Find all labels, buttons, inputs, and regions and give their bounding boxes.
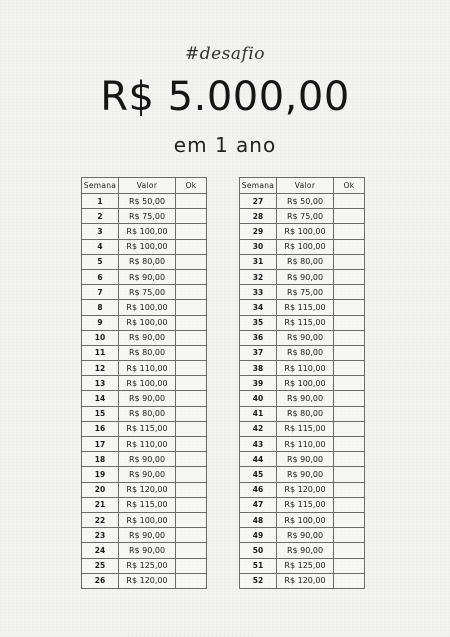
week-number: 27 <box>240 194 277 209</box>
week-value: R$ 100,00 <box>119 239 176 254</box>
table-row <box>82 528 207 543</box>
ok-checkbox-cell[interactable] <box>334 376 365 391</box>
week-number: 28 <box>240 209 277 224</box>
week-value: R$ 50,00 <box>119 194 176 209</box>
table-row <box>82 482 207 497</box>
week-number: 13 <box>82 376 119 391</box>
table-row <box>240 361 365 376</box>
week-number: 38 <box>240 361 277 376</box>
table-row <box>240 330 365 345</box>
week-number: 29 <box>240 224 277 239</box>
table-row <box>240 269 365 284</box>
ok-checkbox-cell[interactable] <box>334 361 365 376</box>
table-row <box>82 330 207 345</box>
week-number: 4 <box>82 239 119 254</box>
week-number: 3 <box>82 224 119 239</box>
week-number: 41 <box>240 406 277 421</box>
table-row <box>240 573 365 588</box>
header-week: Semana <box>82 178 119 194</box>
table-row <box>240 437 365 452</box>
week-value: R$ 50,00 <box>277 194 334 209</box>
ok-checkbox-cell[interactable] <box>334 269 365 284</box>
week-value: R$ 80,00 <box>277 345 334 360</box>
week-value: R$ 115,00 <box>277 315 334 330</box>
ok-checkbox-cell[interactable] <box>334 482 365 497</box>
ok-checkbox-cell[interactable] <box>176 543 207 558</box>
ok-checkbox-cell[interactable] <box>334 543 365 558</box>
table-row <box>82 239 207 254</box>
week-number: 8 <box>82 300 119 315</box>
week-number: 44 <box>240 452 277 467</box>
table-row <box>240 406 365 421</box>
week-number: 19 <box>82 467 119 482</box>
savings-table-left <box>81 177 207 589</box>
table-row <box>82 543 207 558</box>
week-value: R$ 90,00 <box>119 467 176 482</box>
week-value: R$ 75,00 <box>277 285 334 300</box>
table-row <box>82 361 207 376</box>
week-value: R$ 100,00 <box>277 512 334 527</box>
table-row <box>82 497 207 512</box>
header-value: Valor <box>277 178 334 194</box>
week-number: 15 <box>82 406 119 421</box>
table-row <box>240 224 365 239</box>
week-value: R$ 100,00 <box>119 315 176 330</box>
week-value: R$ 100,00 <box>119 376 176 391</box>
ok-checkbox-cell[interactable] <box>176 467 207 482</box>
table-row <box>240 528 365 543</box>
ok-checkbox-cell[interactable] <box>334 467 365 482</box>
table-row <box>240 254 365 269</box>
table-row <box>82 421 207 436</box>
ok-checkbox-cell[interactable] <box>176 209 207 224</box>
ok-checkbox-cell[interactable] <box>176 239 207 254</box>
week-value: R$ 80,00 <box>277 406 334 421</box>
week-number: 22 <box>82 512 119 527</box>
ok-checkbox-cell[interactable] <box>176 345 207 360</box>
ok-checkbox-cell[interactable] <box>334 421 365 436</box>
week-value: R$ 90,00 <box>119 452 176 467</box>
table-row <box>82 345 207 360</box>
table-row <box>82 452 207 467</box>
ok-checkbox-cell[interactable] <box>176 512 207 527</box>
week-number: 24 <box>82 543 119 558</box>
week-number: 26 <box>82 573 119 588</box>
week-value: R$ 120,00 <box>119 482 176 497</box>
ok-checkbox-cell[interactable] <box>334 345 365 360</box>
ok-checkbox-cell[interactable] <box>176 224 207 239</box>
ok-checkbox-cell[interactable] <box>176 391 207 406</box>
table-header-row <box>82 178 207 194</box>
week-number: 21 <box>82 497 119 512</box>
table-row <box>82 512 207 527</box>
table-row <box>240 421 365 436</box>
ok-checkbox-cell[interactable] <box>334 497 365 512</box>
table-row <box>240 376 365 391</box>
week-value: R$ 125,00 <box>277 558 334 573</box>
ok-checkbox-cell[interactable] <box>176 528 207 543</box>
week-value: R$ 80,00 <box>119 406 176 421</box>
week-value: R$ 90,00 <box>277 467 334 482</box>
week-value: R$ 90,00 <box>277 452 334 467</box>
ok-checkbox-cell[interactable] <box>334 452 365 467</box>
goal-amount: R$ 5.000,00 <box>100 74 350 120</box>
hashtag-title: #desafio <box>184 44 265 64</box>
week-number: 18 <box>82 452 119 467</box>
ok-checkbox-cell[interactable] <box>176 406 207 421</box>
week-number: 43 <box>240 437 277 452</box>
week-number: 2 <box>82 209 119 224</box>
week-number: 17 <box>82 437 119 452</box>
week-number: 14 <box>82 391 119 406</box>
ok-checkbox-cell[interactable] <box>176 497 207 512</box>
week-value: R$ 75,00 <box>119 209 176 224</box>
week-value: R$ 100,00 <box>277 376 334 391</box>
week-value: R$ 90,00 <box>277 543 334 558</box>
table-row <box>82 406 207 421</box>
table-row <box>240 467 365 482</box>
week-number: 23 <box>82 528 119 543</box>
ok-checkbox-cell[interactable] <box>176 330 207 345</box>
table-row <box>240 194 365 209</box>
week-number: 46 <box>240 482 277 497</box>
table-row <box>240 239 365 254</box>
ok-checkbox-cell[interactable] <box>334 512 365 527</box>
week-value: R$ 100,00 <box>277 224 334 239</box>
week-number: 11 <box>82 345 119 360</box>
ok-checkbox-cell[interactable] <box>334 285 365 300</box>
week-number: 40 <box>240 391 277 406</box>
ok-checkbox-cell[interactable] <box>334 406 365 421</box>
ok-checkbox-cell[interactable] <box>176 421 207 436</box>
header-ok: Ok <box>176 178 207 194</box>
week-value: R$ 90,00 <box>277 330 334 345</box>
week-number: 51 <box>240 558 277 573</box>
ok-checkbox-cell[interactable] <box>176 452 207 467</box>
week-number: 25 <box>82 558 119 573</box>
table-row <box>240 285 365 300</box>
header-week: Semana <box>240 178 277 194</box>
ok-checkbox-cell[interactable] <box>334 194 365 209</box>
week-number: 30 <box>240 239 277 254</box>
ok-checkbox-cell[interactable] <box>176 376 207 391</box>
table-row <box>82 437 207 452</box>
ok-checkbox-cell[interactable] <box>334 330 365 345</box>
week-value: R$ 100,00 <box>277 239 334 254</box>
table-row <box>82 300 207 315</box>
week-value: R$ 115,00 <box>119 421 176 436</box>
week-value: R$ 125,00 <box>119 558 176 573</box>
table-row <box>82 209 207 224</box>
week-number: 10 <box>82 330 119 345</box>
week-value: R$ 80,00 <box>119 345 176 360</box>
week-value: R$ 90,00 <box>119 543 176 558</box>
ok-checkbox-cell[interactable] <box>334 254 365 269</box>
week-number: 31 <box>240 254 277 269</box>
ok-checkbox-cell[interactable] <box>334 528 365 543</box>
table-row <box>240 391 365 406</box>
ok-checkbox-cell[interactable] <box>176 315 207 330</box>
table-row <box>82 315 207 330</box>
table-row <box>240 315 365 330</box>
ok-checkbox-cell[interactable] <box>176 194 207 209</box>
header-value: Valor <box>119 178 176 194</box>
ok-checkbox-cell[interactable] <box>176 558 207 573</box>
table-row <box>82 254 207 269</box>
week-number: 35 <box>240 315 277 330</box>
week-number: 34 <box>240 300 277 315</box>
table-row <box>240 452 365 467</box>
week-value: R$ 80,00 <box>119 254 176 269</box>
week-number: 9 <box>82 315 119 330</box>
ok-checkbox-cell[interactable] <box>334 558 365 573</box>
week-number: 45 <box>240 467 277 482</box>
week-value: R$ 75,00 <box>277 209 334 224</box>
ok-checkbox-cell[interactable] <box>334 315 365 330</box>
week-number: 12 <box>82 361 119 376</box>
week-value: R$ 120,00 <box>277 573 334 588</box>
table-row <box>240 497 365 512</box>
header-ok: Ok <box>334 178 365 194</box>
week-number: 16 <box>82 421 119 436</box>
week-value: R$ 120,00 <box>277 482 334 497</box>
table-row <box>240 345 365 360</box>
week-number: 39 <box>240 376 277 391</box>
table-row <box>82 391 207 406</box>
week-value: R$ 90,00 <box>277 528 334 543</box>
week-number: 32 <box>240 269 277 284</box>
table-row <box>82 376 207 391</box>
table-row <box>240 543 365 558</box>
week-value: R$ 110,00 <box>277 437 334 452</box>
savings-table-right <box>239 177 365 589</box>
week-value: R$ 90,00 <box>277 391 334 406</box>
week-value: R$ 115,00 <box>277 497 334 512</box>
ok-checkbox-cell[interactable] <box>176 361 207 376</box>
table-row <box>240 209 365 224</box>
ok-checkbox-cell[interactable] <box>334 224 365 239</box>
week-number: 33 <box>240 285 277 300</box>
table-row <box>240 300 365 315</box>
table-row <box>82 467 207 482</box>
week-number: 1 <box>82 194 119 209</box>
week-value: R$ 115,00 <box>119 497 176 512</box>
week-number: 37 <box>240 345 277 360</box>
table-row <box>82 573 207 588</box>
ok-checkbox-cell[interactable] <box>176 482 207 497</box>
ok-checkbox-cell[interactable] <box>334 300 365 315</box>
week-number: 6 <box>82 269 119 284</box>
ok-checkbox-cell[interactable] <box>176 437 207 452</box>
table-row <box>82 224 207 239</box>
ok-checkbox-cell[interactable] <box>176 254 207 269</box>
ok-checkbox-cell[interactable] <box>176 573 207 588</box>
week-value: R$ 90,00 <box>119 528 176 543</box>
ok-checkbox-cell[interactable] <box>334 239 365 254</box>
week-number: 20 <box>82 482 119 497</box>
week-number: 49 <box>240 528 277 543</box>
week-value: R$ 100,00 <box>119 512 176 527</box>
table-row <box>240 558 365 573</box>
week-number: 50 <box>240 543 277 558</box>
week-value: R$ 90,00 <box>277 269 334 284</box>
table-row <box>240 482 365 497</box>
week-number: 36 <box>240 330 277 345</box>
week-value: R$ 80,00 <box>277 254 334 269</box>
week-value: R$ 90,00 <box>119 330 176 345</box>
week-value: R$ 90,00 <box>119 269 176 284</box>
ok-checkbox-cell[interactable] <box>334 437 365 452</box>
week-value: R$ 100,00 <box>119 300 176 315</box>
table-row <box>82 285 207 300</box>
week-number: 48 <box>240 512 277 527</box>
week-number: 47 <box>240 497 277 512</box>
table-row <box>240 512 365 527</box>
ok-checkbox-cell[interactable] <box>176 269 207 284</box>
week-value: R$ 115,00 <box>277 421 334 436</box>
week-value: R$ 120,00 <box>119 573 176 588</box>
week-value: R$ 90,00 <box>119 391 176 406</box>
ok-checkbox-cell[interactable] <box>176 285 207 300</box>
week-value: R$ 75,00 <box>119 285 176 300</box>
ok-checkbox-cell[interactable] <box>334 573 365 588</box>
week-value: R$ 100,00 <box>119 224 176 239</box>
week-number: 52 <box>240 573 277 588</box>
week-value: R$ 110,00 <box>119 361 176 376</box>
table-row <box>82 558 207 573</box>
table-row <box>82 269 207 284</box>
week-value: R$ 110,00 <box>119 437 176 452</box>
ok-checkbox-cell[interactable] <box>334 391 365 406</box>
ok-checkbox-cell[interactable] <box>334 209 365 224</box>
table-row <box>82 194 207 209</box>
week-value: R$ 110,00 <box>277 361 334 376</box>
week-value: R$ 115,00 <box>277 300 334 315</box>
goal-period: em 1 ano <box>173 133 277 157</box>
week-number: 42 <box>240 421 277 436</box>
ok-checkbox-cell[interactable] <box>176 300 207 315</box>
week-number: 7 <box>82 285 119 300</box>
table-header-row <box>240 178 365 194</box>
week-number: 5 <box>82 254 119 269</box>
